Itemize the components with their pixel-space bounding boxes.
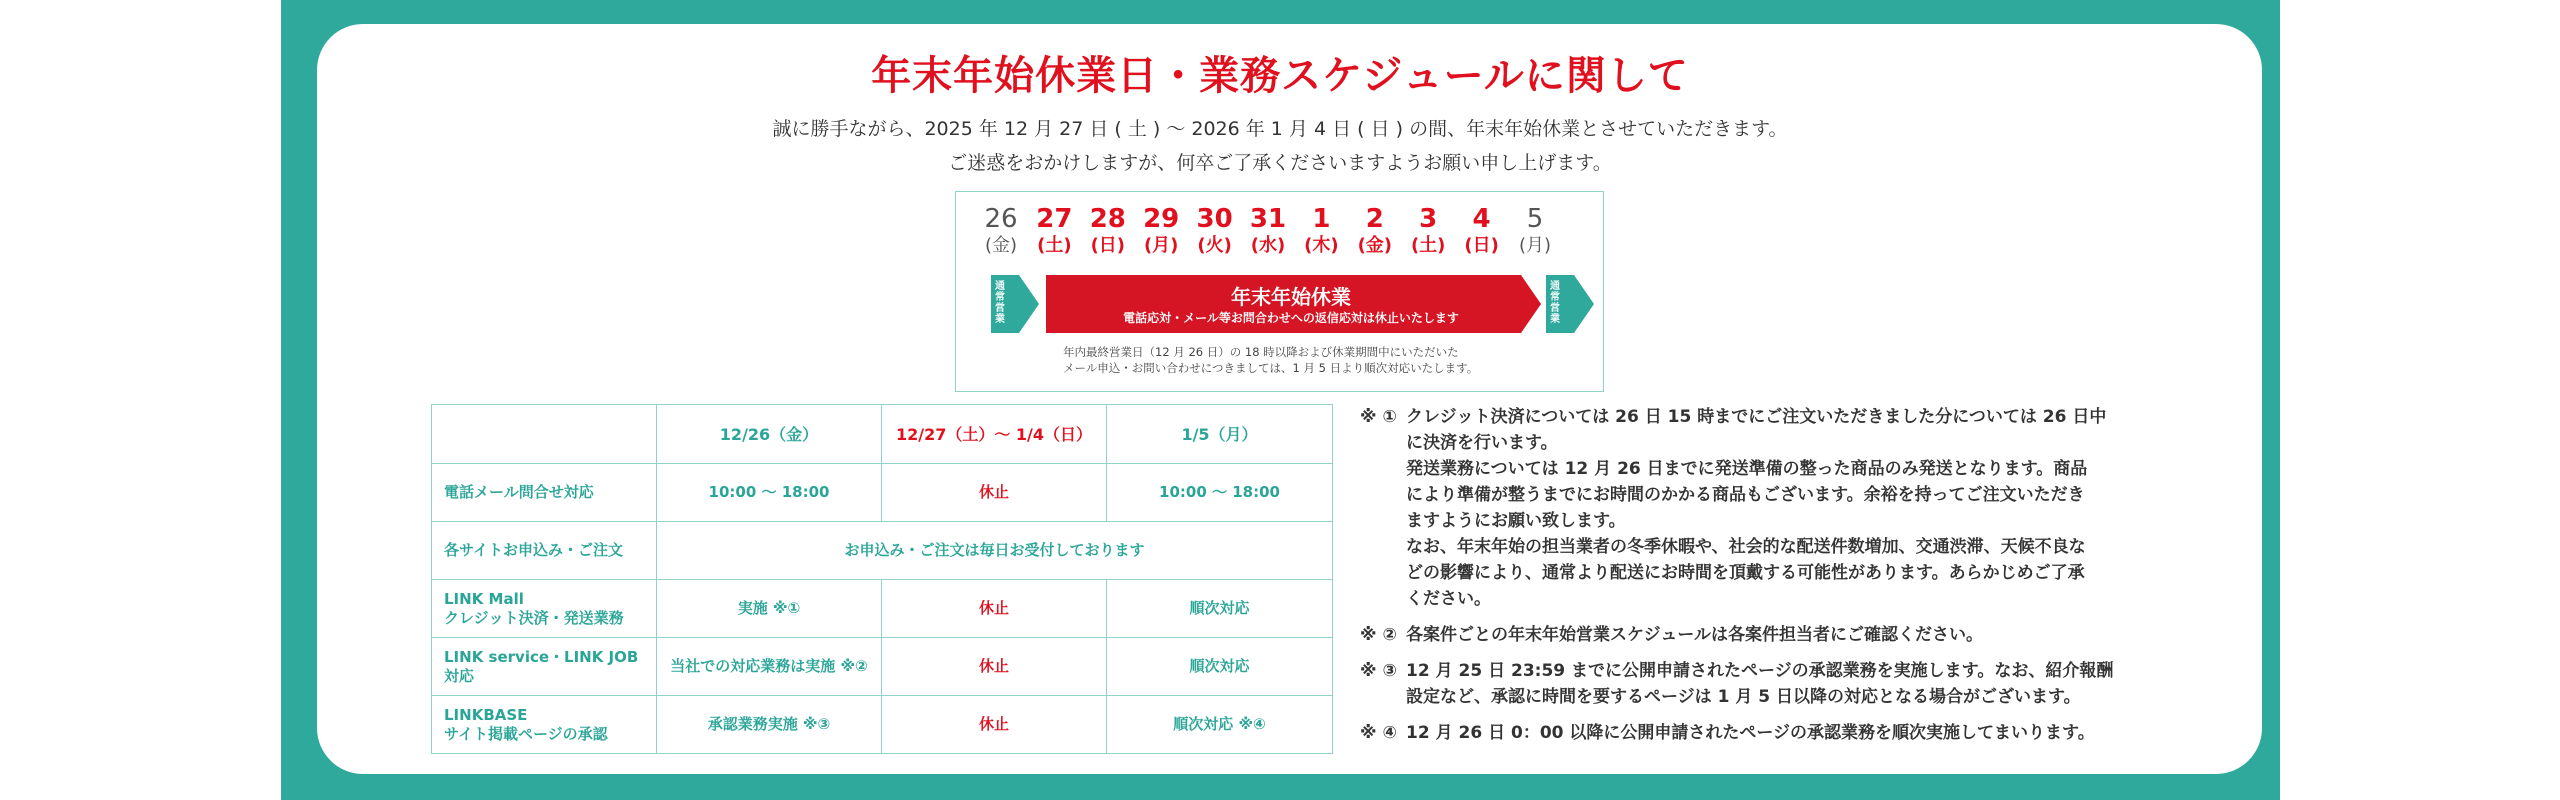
calendar-day-number: 31 <box>1249 204 1287 234</box>
table-row <box>432 522 1333 580</box>
note-mark: ※ ① <box>1360 407 1397 427</box>
calendar-day <box>1296 204 1346 258</box>
table-row <box>432 580 1333 638</box>
table-cell: 当社での対応業務は実施 ※② <box>657 638 882 696</box>
calendar-day-number: 27 <box>1036 204 1073 234</box>
calendar-day-number: 26 <box>984 204 1018 234</box>
calendar-day <box>1243 204 1293 258</box>
note-item <box>1360 622 2140 648</box>
row-label-line: 対応 <box>444 666 475 685</box>
note-line: ますようにお願い致します。 <box>1406 511 1626 531</box>
normal-business-arrow-right <box>1546 275 1596 333</box>
note-mark: ※ ③ <box>1360 661 1397 681</box>
calendar-day-weekday: (土) <box>1410 235 1446 256</box>
calendar-day-weekday: (水) <box>1250 235 1286 256</box>
note-item <box>1360 404 2140 612</box>
calendar-day <box>1457 204 1507 258</box>
calendar-note-line: 年内最終営業日（12 月 26 日）の 18 時以降および休業期間中にいただいた <box>1063 345 1459 359</box>
note-line: 発送業務については 12 月 26 日までに発送準備の整った商品のみ発送となります。商品 <box>1406 459 2088 479</box>
page-title: 年末年始休業日・業務スケジュールに関して <box>871 53 1689 99</box>
calendar-day-number: 2 <box>1365 204 1384 234</box>
row-label <box>432 580 657 638</box>
note-line: 各案件ごとの年末年始営業スケジュールは各案件担当者にご確認ください。 <box>1406 625 1983 645</box>
calendar-day-weekday: (月) <box>1518 235 1552 256</box>
table-cell: 実施 ※① <box>657 580 882 638</box>
calendar-day <box>976 204 1026 258</box>
calendar-day-weekday: (日) <box>1090 235 1126 256</box>
calendar-note-line: メール申込・お問い合わせにつきましては、1 月 5 日より順次対応いたします。 <box>1063 361 1479 375</box>
note-line: なお、年末年始の担当業者の冬季休暇や、社会的な配送件数増加、交通渋滞、天候不良な <box>1406 537 2086 557</box>
row-label-line: LINK Mall <box>444 589 524 608</box>
table-cell: 承認業務実施 ※③ <box>657 696 882 754</box>
table-cell: 10:00 〜 18:00 <box>1107 464 1333 522</box>
calendar-note <box>1063 344 1478 376</box>
row-label <box>432 638 657 696</box>
table-cell-merged: お申込み・ご注文は毎日お受付しております <box>657 522 1333 580</box>
calendar-day-number: 28 <box>1089 204 1126 234</box>
row-label <box>432 696 657 754</box>
calendar-day <box>1350 204 1400 258</box>
holiday-period-banner <box>1046 275 1541 333</box>
note-mark: ※ ② <box>1360 625 1397 645</box>
table-cell: 休止 <box>882 696 1107 754</box>
note-line: 12 月 26 日 0：00 以降に公開申請されたページの承認業務を順次実施してまいります。 <box>1406 723 2095 743</box>
note-line: ください。 <box>1406 589 1491 609</box>
row-label-line: クレジット決済・発送業務 <box>444 608 624 627</box>
row-label-line: サイト掲載ページの承認 <box>444 724 608 743</box>
normal-business-label: 通常営業 <box>1550 281 1560 325</box>
table-header-1226: 12/26（金） <box>657 405 882 464</box>
calendar-day-weekday: (日) <box>1464 235 1499 256</box>
table-header-0105: 1/5（月） <box>1107 405 1333 464</box>
calendar-day <box>1510 204 1560 258</box>
row-label: 電話メール問合せ対応 <box>432 464 657 522</box>
lead-text-2: ご迷惑をおかけしますが、何卒ご了承くださいますようお願い申し上げます。 <box>948 152 1612 174</box>
holiday-banner-subtitle: 電話応対・メール等お問合わせへの返信応対は休止いたします <box>1123 311 1459 325</box>
note-line: どの影響により、通常より配送にお時間を頂戴する可能性があります。あらかじめご了承 <box>1406 563 2085 583</box>
calendar-day <box>1190 204 1240 258</box>
holiday-banner-title: 年末年始休業 <box>1231 285 1351 309</box>
note-line: により準備が整うまでにお時間のかかる商品もございます。余裕を持ってご注文いただき <box>1406 485 2085 505</box>
table-cell: 順次対応 <box>1107 580 1333 638</box>
row-label: 各サイトお申込み・ご注文 <box>432 522 657 580</box>
calendar-day-number: 30 <box>1196 204 1233 234</box>
calendar-day <box>1029 204 1079 258</box>
calendar-day-number: 5 <box>1526 204 1544 234</box>
table-header-row <box>432 405 1333 464</box>
row-label-line: LINK service・LINK JOB <box>444 647 639 666</box>
table-header-holiday: 12/27（土）〜 1/4（日） <box>882 405 1107 464</box>
calendar-day <box>1136 204 1186 258</box>
calendar-day-number: 4 <box>1472 204 1491 234</box>
note-item <box>1360 720 2140 746</box>
table-row <box>432 464 1333 522</box>
note-item <box>1360 658 2140 710</box>
calendar-day-weekday: (金) <box>1357 235 1393 256</box>
calendar-day-weekday: (金) <box>984 235 1018 256</box>
calendar-day-weekday: (火) <box>1197 235 1232 256</box>
calendar-day-number: 3 <box>1419 204 1438 234</box>
schedule-table <box>431 404 1333 754</box>
calendar-day-number: 1 <box>1312 204 1331 234</box>
table-cell: 休止 <box>882 638 1107 696</box>
note-mark: ※ ④ <box>1360 723 1397 743</box>
note-line: 設定など、承認に時間を要するページは 1 月 5 日以降の対応となる場合がございます。 <box>1406 687 2081 707</box>
row-label-line: LINKBASE <box>444 705 528 724</box>
note-line: 12 月 25 日 23:59 までに公開申請されたページの承認業務を実施します。なお、紹介報酬 <box>1406 661 2114 681</box>
table-header-empty <box>432 405 657 464</box>
table-cell: 休止 <box>882 580 1107 638</box>
table-row <box>432 696 1333 754</box>
calendar-day <box>1083 204 1133 258</box>
table-row <box>432 638 1333 696</box>
normal-business-label: 通常営業 <box>995 281 1005 325</box>
table-cell: 休止 <box>882 464 1107 522</box>
calendar-day-weekday: (木) <box>1304 235 1339 256</box>
calendar-day-weekday: (土) <box>1037 235 1072 256</box>
notes-section <box>1360 404 2140 756</box>
table-cell: 10:00 〜 18:00 <box>657 464 882 522</box>
note-line: クレジット決済については 26 日 15 時までにご注文いただきました分については 26 日中 <box>1406 407 2107 427</box>
lead-text-1: 誠に勝手ながら、2025 年 12 月 27 日 ( 土 ) 〜 2026 年 1 月 4 日 ( 日 ) の間、年末年始休業とさせていただきます。 <box>772 118 1788 140</box>
note-line: に決済を行います。 <box>1406 433 1558 453</box>
calendar-day <box>1403 204 1453 258</box>
normal-business-arrow-left <box>991 275 1041 333</box>
calendar-day-number: 29 <box>1143 204 1180 234</box>
holiday-calendar <box>955 191 1604 392</box>
calendar-day-weekday: (月) <box>1143 235 1179 256</box>
table-cell: 順次対応 <box>1107 638 1333 696</box>
table-cell: 順次対応 ※④ <box>1107 696 1333 754</box>
